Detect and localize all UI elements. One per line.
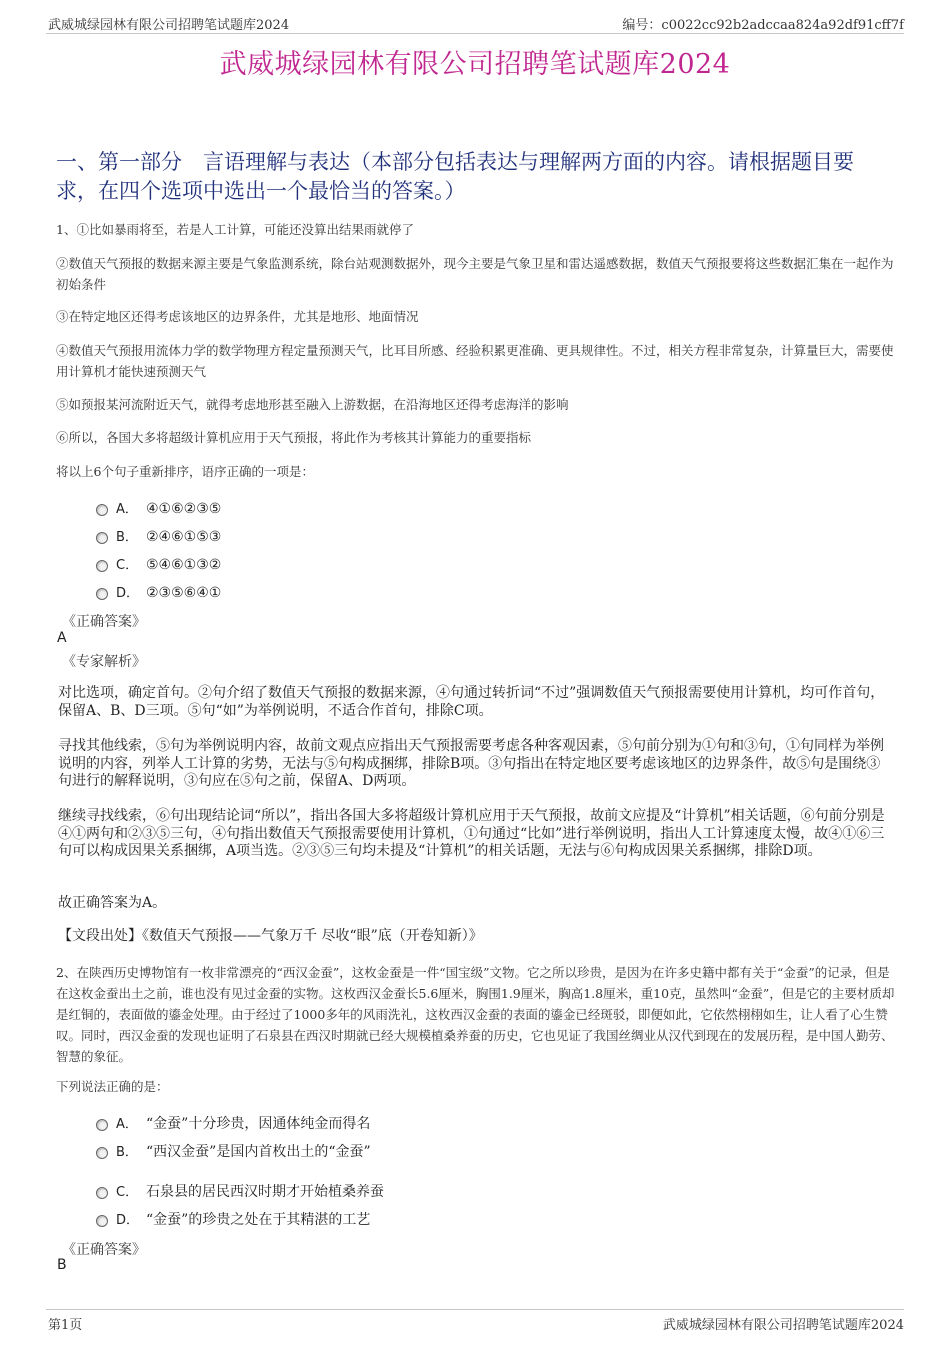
q2-passage: 2、在陕西历史博物馆有一枚非常漂亮的“西汉金蚕”，这枚金蚕是一件“国宝级”文物。它之所以珍贵，是因为在许多史籍中都有关于“金蚕”的记录，但是在这枚金蚕出土之前，谁也没有见过金蚕的实物。这枚西汉金蚕长5.6厘米，胸围1.9厘米，胸高1.8厘米，重10克，虽然叫“金蚕”，但是它的主要材质却是红铜的，表面做的鎏金处理。由于经过了1000多年的风雨洗礼，这枚西汉金蚕的表面的鎏金已经斑驳，即便如此，它依然栩栩如生，让人看了心生赞叹。同时，西汉金蚕的发现也证明了石泉县在西汉时期就已经大规模植桑养蚕的历史，它也见证了我国丝绸业从汉代到现在的发展历程，是中国人勤劳、智慧的象征。 (56, 965, 895, 1064)
option-text: ⑤④⑥①③② (146, 557, 222, 573)
header-doc-title: 武威城绿园林有限公司招聘笔试题库2024 (48, 18, 290, 33)
q1-option-a[interactable] (96, 498, 221, 517)
q1-sentence-1: 1、①比如暴雨将至，若是人工计算，可能还没算出结果雨就停了 (56, 222, 414, 237)
q1-analysis-1: 对比选项，确定首句。②句介绍了数值天气预报的数据来源，④句通过转折词“不过”强调数值天气预报需要使用计算机，均可作首句，保留A、B、D三项。⑤句“如”为举例说明，不适合作首句，排除C项。 (58, 685, 885, 719)
header-divider (46, 33, 904, 34)
q2-option-d[interactable] (96, 1209, 370, 1229)
radio-icon[interactable] (96, 1215, 108, 1227)
q1-source: 【文段出处】《数值天气预报——气象万千 尽收“眼”底（开卷知新）》 (58, 928, 483, 944)
footer-divider (46, 1309, 904, 1310)
option-letter: C． (116, 1185, 139, 1200)
section-heading: 一、第一部分 言语理解与表达（本部分包括表达与理解两方面的内容。请根据题目要求，在四个选项中选出一个最恰当的答案。） (56, 150, 854, 203)
q1-analysis-2: 寻找其他线索，⑤句为举例说明内容，故前文观点应指出天气预报需要考虑各种客观因素，⑤句前分别为①句和③句，①句同样为举例说明的内容，列举人工计算的劣势，无法与⑤句构成捆绑，排除B项。③句指出在特定地区要考虑该地区的边界条件，故⑤句是围绕③句进行的解释说明，③句应在⑤句之前，保留A、D两项。 (58, 738, 884, 789)
option-letter: B． (116, 1145, 138, 1160)
option-text: ②③⑤⑥④① (146, 585, 222, 601)
q1-analysis-label: 《专家解析》 (62, 654, 146, 670)
option-text: “金蚕”十分珍贵，因通体纯金而得名 (146, 1116, 371, 1132)
q1-prompt: 将以上6个句子重新排序，语序正确的一项是： (56, 464, 314, 479)
q1-sentence-5: ⑤如预报某河流附近天气，就得考虑地形甚至融入上游数据，在沿海地区还得考虑海洋的影响 (56, 397, 569, 412)
radio-icon[interactable] (96, 560, 108, 572)
q1-answer: A (57, 630, 67, 646)
option-letter: A． (116, 1117, 138, 1132)
q1-sentence-3: ③在特定地区还得考虑该地区的边界条件，尤其是地形、地面情况 (56, 309, 419, 324)
q2-option-c[interactable] (96, 1181, 384, 1201)
option-text: ④①⑥②③⑤ (146, 501, 222, 517)
option-text: ②④⑥①⑤③ (146, 529, 222, 545)
radio-icon[interactable] (96, 1119, 108, 1131)
option-letter: C． (116, 558, 139, 573)
q1-sentence-6: ⑥所以，各国大多将超级计算机应用于天气预报，将此作为考核其计算能力的重要指标 (56, 430, 532, 445)
option-text: “西汉金蚕”是国内首枚出土的“金蚕” (146, 1144, 371, 1160)
option-letter: A． (116, 502, 138, 517)
header-doc-id: 编号：c0022cc92b2adccaa824a92df91cff7f (622, 18, 904, 33)
q1-analysis-4: 故正确答案为A。 (58, 895, 167, 911)
radio-icon[interactable] (96, 1147, 108, 1159)
option-text: “金蚕”的珍贵之处在于其精湛的工艺 (146, 1212, 371, 1228)
q1-analysis-3: 继续寻找线索，⑥句出现结论词“所以”，指出各国大多将超级计算机应用于天气预报，故前文应提及“计算机”相关话题，⑥句前分别是④①两句和②③⑤三句，④句指出数值天气预报需要使用计算机，①句通过“比如”进行举例说明，指出人工计算速度太慢，故④①⑥三句可以构成因果关系捆绑，A项当选。②③⑤三句均未提及“计算机”的相关话题，无法与⑥句构成因果关系捆绑，排除D项。 (58, 808, 885, 859)
q2-option-b[interactable] (96, 1141, 371, 1161)
radio-icon[interactable] (96, 504, 108, 516)
q1-option-c[interactable] (96, 554, 221, 573)
q1-sentence-2: ②数值天气预报的数据来源主要是气象监测系统，除台站观测数据外，现今主要是气象卫星和雷达遥感数据，数值天气预报要将这些数据汇集在一起作为初始条件 (56, 256, 894, 292)
radio-icon[interactable] (96, 532, 108, 544)
option-letter: D． (116, 1213, 140, 1228)
page-title: 武威城绿园林有限公司招聘笔试题库2024 (219, 49, 731, 80)
radio-icon[interactable] (96, 1187, 108, 1199)
option-letter: D． (116, 586, 140, 601)
option-text: 石泉县的居民西汉时期才开始植桑养蚕 (146, 1184, 384, 1200)
q2-prompt: 下列说法正确的是： (56, 1079, 169, 1094)
option-letter: B． (116, 530, 138, 545)
q2-answer: B (57, 1257, 67, 1273)
q1-answer-label: 《正确答案》 (62, 614, 146, 630)
footer-page-number: 第1页 (48, 1318, 83, 1333)
q1-option-d[interactable] (96, 582, 221, 601)
q1-option-b[interactable] (96, 526, 221, 545)
q2-answer-label: 《正确答案》 (62, 1242, 146, 1258)
radio-icon[interactable] (96, 588, 108, 600)
footer-doc-title: 武威城绿园林有限公司招聘笔试题库2024 (662, 1318, 904, 1333)
q1-sentence-4: ④数值天气预报用流体力学的数学物理方程定量预测天气，比耳目所感、经验积累更准确、更具规律性。不过，相关方程非常复杂，计算量巨大，需要使用计算机才能快速预测天气 (56, 343, 894, 379)
q2-option-a[interactable] (96, 1113, 370, 1133)
